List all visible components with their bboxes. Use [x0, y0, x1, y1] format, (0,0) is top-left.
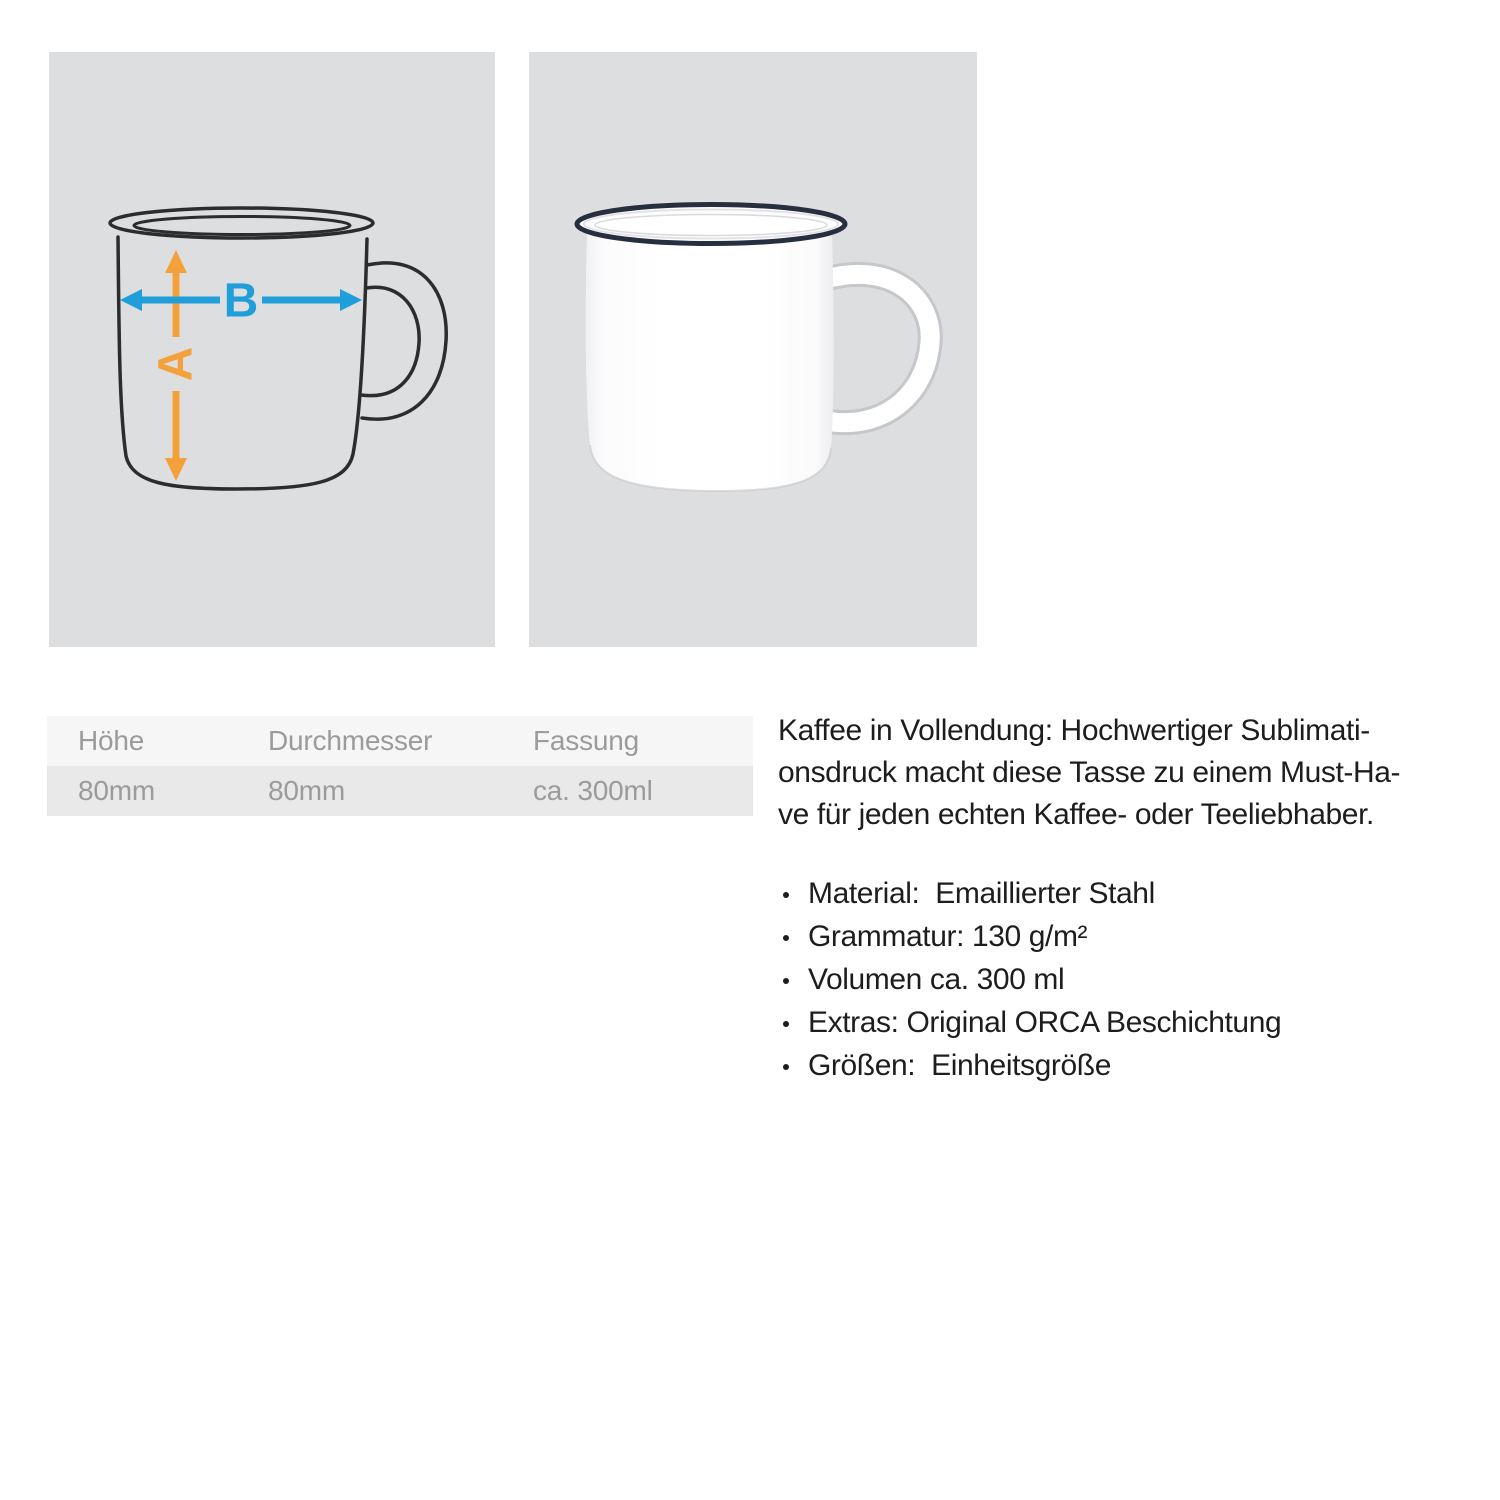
bullet-dot-icon [783, 1064, 789, 1070]
photo-mug-handle [826, 274, 930, 422]
size-table-header-row [47, 716, 753, 766]
spec-item-groessen [778, 1044, 1454, 1087]
diameter-arrowhead-left [120, 289, 142, 311]
bullet-dot-icon [783, 978, 789, 984]
spec-item-extras [778, 1001, 1454, 1044]
height-dimension-label: A [149, 346, 203, 382]
photo-mug-rim [577, 205, 845, 244]
size-table-value-durchmesser: 80mm [268, 775, 345, 806]
description-line: ve für jeden echten Kaffee- oder Teeliebhaber. [778, 798, 1374, 831]
diameter-arrowhead-right [340, 289, 362, 311]
spec-item-volumen [778, 958, 1454, 1001]
diameter-dimension-label: B [223, 274, 259, 328]
bullet-dot-icon [783, 892, 789, 898]
mug-opening-outline [134, 217, 350, 235]
height-arrowhead-top [165, 250, 187, 273]
spec-item-text: Größen: Einheitsgröße [808, 1049, 1112, 1082]
product-photo-panel[interactable] [529, 52, 977, 647]
spec-item-material [778, 872, 1454, 915]
enamel-mug-photo [529, 52, 977, 647]
size-table-value-row [47, 766, 753, 816]
description-paragraph [778, 710, 1454, 836]
product-description [778, 710, 1454, 1087]
size-table-header-durchmesser: Durchmesser [268, 725, 433, 756]
size-table-header-fassung: Fassung [533, 725, 639, 756]
photo-mug-opening [595, 215, 827, 236]
size-table-value-fassung: ca. 300ml [533, 775, 653, 806]
description-line: onsdruck macht diese Tasse zu einem Must-Ha- [778, 756, 1401, 789]
description-line: Kaffee in Vollendung: Hochwertiger Sublimati- [778, 714, 1370, 747]
photo-handle-fill [826, 274, 930, 422]
size-table-value-hoehe: 80mm [78, 775, 155, 806]
size-table [47, 716, 753, 816]
bullet-dot-icon [783, 935, 789, 941]
size-diagram-panel[interactable] [49, 52, 495, 647]
size-table-header-hoehe: Höhe [78, 725, 145, 756]
spec-item-text: Volumen ca. 300 ml [808, 963, 1065, 996]
mug-handle-inner-outline [361, 287, 419, 395]
photo-mug-body [586, 230, 834, 491]
diameter-arrow [120, 275, 362, 328]
mug-size-diagram [49, 52, 495, 647]
bullet-dot-icon [783, 1021, 789, 1027]
spec-item-text: Grammatur: 130 g/m² [808, 920, 1088, 953]
height-arrow [150, 250, 203, 481]
height-arrowhead-bottom [165, 458, 187, 481]
spec-item-text: Extras: Original ORCA Beschichtung [808, 1006, 1282, 1039]
spec-item-grammatur [778, 915, 1454, 958]
spec-bullet-list [778, 872, 1454, 1087]
spec-item-text: Material: Emaillierter Stahl [808, 877, 1155, 910]
